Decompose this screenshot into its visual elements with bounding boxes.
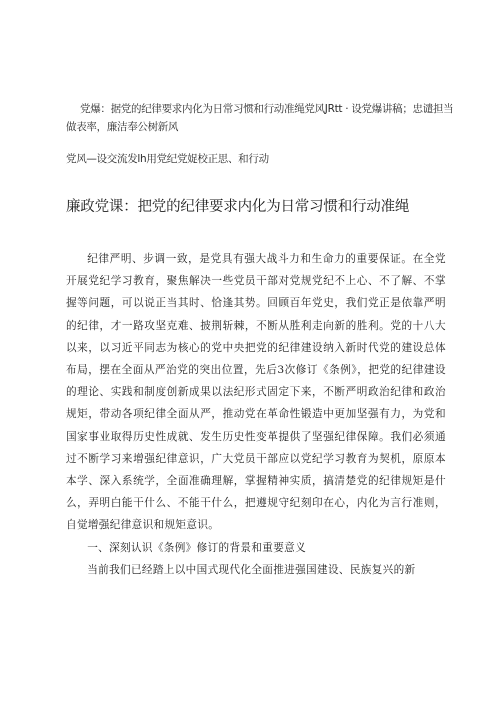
header-line-1: 党爆：据党的纪律要求内化为日常习惯和行动准绳党风JRtt · 设党爆讲稿；忠谴担当做表率，廉洁奉公树新风 — [66, 103, 454, 133]
body-paragraph-1: 纪律严明、步调一致，是党具有强大战斗力和生命力的重要保证。在全党开展党纪学习教育，聚焦解决一些党员干部对党规党纪不上心、不了解、不掌握等问题，可以说正当其时、恰逢其势。回顾百年党史，我们党正是依靠严明的纪律，才一路攻坚克难、披荆斩棘，不断从胜利走向新的胜利。党的十八大以来，以习近平同志为核心的党中央把党的纪律建设纳入新时代党的建设总体布局，摆在全面从严治党的突出位置，先后3次修订《条例》，把党的纪律建设的理论、实践和制度创新成果以法纪形式固定下来，不断严明政治纪律和政治规矩，带动各项纪律全面从严，推动党在革命性锻造中更加坚强有力，为党和国家事业取得历史性成就、发生历史性变革提供了坚强纪律保障。我们必须通过不断学习来增强纪律意识，广大党员干部应以党纪学习教育为契机，原原本本学、深入系统学，全面准确理解，掌握精神实质，搞清楚党的纪律规矩是什么，弄明白能干什么、不能干什么，把遵规守纪刻印在心，内化为言行准则，自觉增强纪律意识和规矩意识。 — [66, 253, 446, 532]
document-body — [66, 248, 446, 581]
document-title: 廉政党课：把党的纪律要求内化为日常习惯和行动准绳 — [66, 199, 410, 215]
section-heading-1: 一、深刻认识《条例》修订的背景和重要意义 — [87, 541, 307, 554]
body-paragraph-2: 当前我们已经踏上以中国式现代化全面推进强国建设、民族复兴的新 — [87, 563, 416, 576]
header-line-2: 党风—设交流发lh用党纪党娖校正思、和行动 — [66, 153, 269, 165]
